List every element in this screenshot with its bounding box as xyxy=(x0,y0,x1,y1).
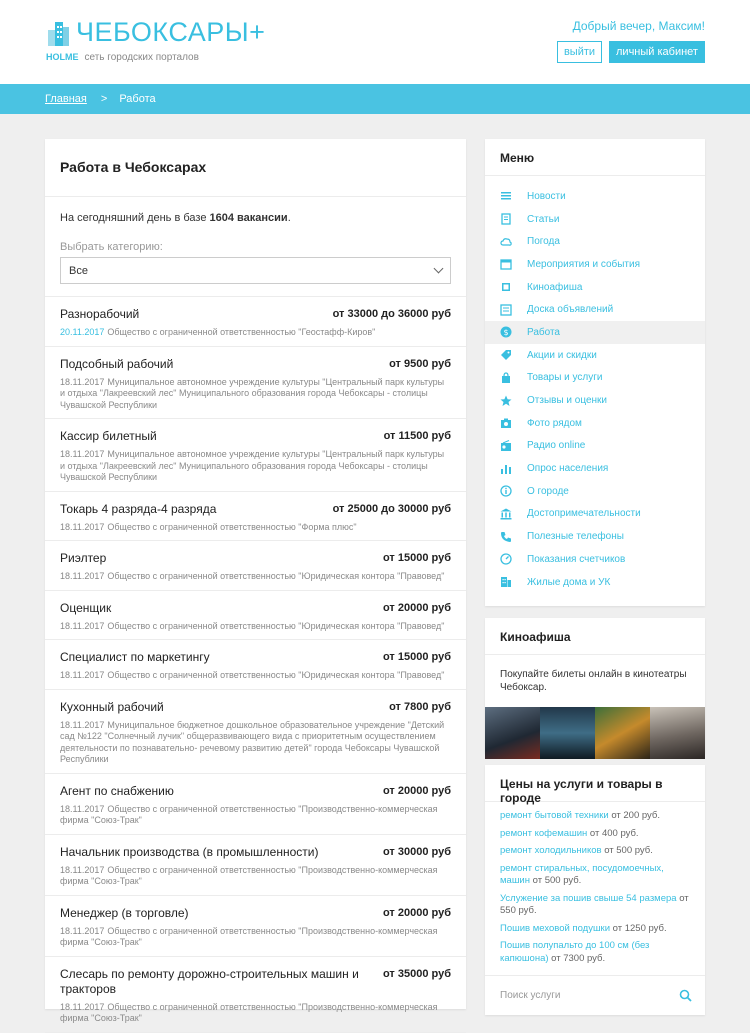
sidebar-item-label: Отзывы и оценки xyxy=(527,395,607,407)
sidebar-item-label: Достопримечательности xyxy=(527,508,641,520)
job-date: 20.11.2017 xyxy=(60,327,105,337)
job-employer: Муниципальное автономное учреждение культуры "Центральный парк культуры и отдыха "Лакреевский лес" Муниципального образования города Чебоксары - столицы Чувашской Республики xyxy=(60,449,445,482)
job-listing[interactable] xyxy=(45,419,466,492)
svg-text:$: $ xyxy=(503,328,509,338)
job-meta xyxy=(60,377,451,412)
sidebar-item-phone[interactable] xyxy=(485,525,705,548)
phone-icon xyxy=(499,530,513,544)
movie-poster[interactable] xyxy=(650,707,705,759)
job-date: 18.11.2017 xyxy=(60,521,105,532)
job-date: 18.11.2017 xyxy=(60,620,105,631)
category-select-value: Все xyxy=(69,264,88,277)
sidebar-item-label: Погода xyxy=(527,236,560,248)
sidebar-item-label: Работа xyxy=(527,326,560,338)
job-meta xyxy=(60,621,451,633)
sidebar-item-info[interactable] xyxy=(485,480,705,503)
price-service-link[interactable]: ремонт холодильников xyxy=(500,845,602,856)
job-employer: Муниципальное бюджетное дошкольное образовательное учреждение "Детский сад №122 "Солнечный лучик" общеразвивающего вида с приоритетным осуществлением деятельности по познавательно- речевому развитию детей" города Чебоксары Чувашской Республики xyxy=(60,719,445,764)
job-title[interactable]: Менеджер (в торговле) xyxy=(60,905,189,920)
sidebar-item-radio[interactable] xyxy=(485,435,705,458)
job-date: 18.11.2017 xyxy=(60,449,105,459)
user-greeting: Добрый вечер, Максим! xyxy=(572,19,705,33)
job-salary: от 7800 руб xyxy=(389,700,451,713)
job-list xyxy=(45,296,466,1033)
sidebar-item-tag[interactable] xyxy=(485,344,705,367)
price-item xyxy=(500,845,690,858)
price-item xyxy=(500,863,690,888)
landmark-icon xyxy=(499,507,513,521)
job-listing[interactable] xyxy=(45,297,466,347)
job-meta xyxy=(60,926,451,949)
job-listing[interactable] xyxy=(45,835,466,896)
menu-panel xyxy=(485,139,705,606)
meter-icon xyxy=(499,552,513,566)
job-meta xyxy=(60,804,451,827)
job-meta xyxy=(60,571,451,583)
job-salary: от 15000 руб xyxy=(382,552,451,564)
job-meta xyxy=(60,865,451,888)
job-date: 18.11.2017 xyxy=(60,1001,105,1012)
job-meta xyxy=(60,327,451,339)
film-icon xyxy=(499,280,513,294)
job-listing[interactable] xyxy=(45,640,466,690)
job-employer: Общество с ограниченной ответственностью "Юридическая контора "Правовед" xyxy=(107,670,445,680)
service-search-placeholder: Поиск услуги xyxy=(500,990,561,1001)
sidebar-item-poll[interactable] xyxy=(485,457,705,480)
intro-prefix: На сегодняшний день в базе xyxy=(60,212,210,224)
price-value: от 7300 руб. xyxy=(551,952,606,964)
job-meta xyxy=(60,720,451,766)
sidebar-item-label: Доска объявлений xyxy=(527,304,614,316)
sidebar-item-label: Мероприятия и события xyxy=(527,258,640,270)
job-salary: от 30000 руб xyxy=(382,845,451,858)
job-listing[interactable] xyxy=(45,591,466,641)
building-icon xyxy=(499,575,513,589)
price-item xyxy=(500,893,690,918)
job-employer: Общество с ограниченной ответственностью "Производственно-коммерческая фирма "Союз-Трак" xyxy=(60,925,438,947)
price-list xyxy=(485,802,705,965)
sidebar-item-label: Товары и услуги xyxy=(527,372,603,384)
price-item xyxy=(500,828,690,841)
bag-icon xyxy=(499,371,513,385)
kino-text: Покупайте билеты онлайн в кинотеатры Чебоксар. xyxy=(500,669,687,693)
page-title: Работа в Чебоксарах xyxy=(45,139,466,197)
kino-panel xyxy=(485,618,705,753)
job-meta xyxy=(60,522,451,534)
job-employer: Общество с ограниченной ответственностью "Юридическая контора "Правовед" xyxy=(107,620,445,631)
price-value: от 400 руб. xyxy=(589,827,639,839)
price-service-link[interactable]: Услужение за пошив свыше 54 размера xyxy=(500,892,677,904)
job-title[interactable]: Агент по снабжению xyxy=(60,783,174,798)
job-salary: от 11500 руб xyxy=(383,430,451,442)
info-icon xyxy=(499,484,513,498)
tag-icon xyxy=(499,348,513,362)
job-date: 18.11.2017 xyxy=(60,925,105,936)
price-value: от 500 руб. xyxy=(604,845,653,856)
price-service-link[interactable]: ремонт бытовой техники xyxy=(500,810,609,821)
dollar-icon xyxy=(499,325,513,339)
job-salary: от 15000 руб xyxy=(382,651,451,663)
jobs-panel xyxy=(45,139,466,1023)
job-date: 18.11.2017 xyxy=(60,376,105,387)
job-title[interactable]: Начальник производства (в промышленности) xyxy=(60,844,319,859)
job-meta xyxy=(60,670,451,682)
poll-icon xyxy=(499,462,513,476)
job-listing[interactable] xyxy=(45,774,466,835)
movie-poster[interactable] xyxy=(595,707,650,759)
sidebar-item-film[interactable] xyxy=(485,276,705,299)
vacancy-count-text xyxy=(45,197,466,233)
breadcrumb-home-link[interactable]: Главная xyxy=(45,93,87,105)
job-date: 18.11.2017 xyxy=(60,571,105,581)
city-logo-icon xyxy=(46,18,72,48)
job-salary: от 20000 руб xyxy=(382,601,451,614)
job-listing[interactable] xyxy=(45,690,466,774)
job-date: 18.11.2017 xyxy=(60,670,105,680)
price-service-link[interactable]: Пошив меховой подушки xyxy=(500,922,611,934)
menu-title: Меню xyxy=(485,139,705,176)
article-icon xyxy=(499,212,513,226)
job-employer: Общество с ограниченной ответственностью "Юридическая контора "Правовед" xyxy=(107,571,445,581)
job-employer: Общество с ограниченной ответственностью "Форма плюс" xyxy=(107,521,357,532)
intro-suffix: . xyxy=(287,212,291,224)
sidebar-item-label: Опрос населения xyxy=(527,463,609,475)
sidebar-menu xyxy=(485,176,705,593)
movie-poster[interactable] xyxy=(540,707,595,759)
sidebar-item-building[interactable] xyxy=(485,571,705,594)
sidebar-item-star[interactable] xyxy=(485,389,705,412)
board-icon xyxy=(499,303,513,317)
job-listing[interactable] xyxy=(45,492,466,542)
category-select[interactable] xyxy=(60,257,451,284)
service-search-input[interactable] xyxy=(485,975,705,1015)
price-item xyxy=(500,810,690,823)
calendar-icon xyxy=(499,257,513,271)
price-item xyxy=(500,940,690,965)
sidebar-item-label: Акции и скидки xyxy=(527,349,597,361)
job-title[interactable]: Кассир билетный xyxy=(60,429,157,443)
sidebar-item-label: Жилые дома и УК xyxy=(527,576,611,588)
breadcrumb-separator: > xyxy=(100,93,108,105)
job-title[interactable]: Подсобный рабочий xyxy=(60,356,174,371)
sidebar-item-calendar[interactable] xyxy=(485,253,705,276)
job-title[interactable]: Разнорабочий xyxy=(60,307,140,321)
job-title[interactable]: Оценщик xyxy=(60,600,112,615)
job-date: 18.11.2017 xyxy=(60,864,105,875)
job-listing[interactable] xyxy=(45,347,466,420)
job-employer: Общество с ограниченной ответственностью "Производственно-коммерческая фирма "Союз-Трак" xyxy=(60,803,438,825)
sidebar-item-meter[interactable] xyxy=(485,548,705,571)
sidebar-item-label: Полезные телефоны xyxy=(527,531,624,543)
logo-tagline-text: сеть городских порталов xyxy=(84,52,199,63)
job-listing[interactable] xyxy=(45,541,466,591)
prices-panel xyxy=(485,765,705,1015)
price-service-link[interactable]: Пошив полупальто до 100 см (без капюшона) xyxy=(500,940,650,964)
job-employer: Общество с ограниченной ответственностью "Производственно-коммерческая фирма "Союз-Трак" xyxy=(60,864,438,886)
job-salary: от 33000 до 36000 руб xyxy=(332,308,451,320)
sidebar-item-label: Киноафиша xyxy=(527,281,583,293)
price-value: от 500 руб. xyxy=(532,875,582,886)
job-title[interactable]: Риэлтер xyxy=(60,551,107,565)
sidebar-item-label: Радио online xyxy=(527,440,586,452)
sidebar-item-weather[interactable] xyxy=(485,230,705,253)
job-salary: от 25000 до 30000 руб xyxy=(332,502,451,515)
news-icon xyxy=(499,189,513,203)
site-logo[interactable] xyxy=(46,18,265,48)
movie-poster[interactable] xyxy=(485,707,540,759)
sidebar-item-landmark[interactable] xyxy=(485,503,705,526)
job-employer: Муниципальное автономное учреждение культуры "Центральный парк культуры и отдыха "Лакреевский лес" Муниципального образования города Чебоксары - столицы Чувашской Республики xyxy=(60,376,445,410)
logo-tagline xyxy=(46,52,199,63)
personal-cabinet-button[interactable]: личный кабинет xyxy=(609,41,705,63)
sidebar-item-dollar[interactable] xyxy=(485,321,705,344)
star-icon xyxy=(499,394,513,408)
job-listing[interactable] xyxy=(45,957,466,1033)
sidebar-item-label: Статьи xyxy=(527,213,560,225)
chevron-down-icon xyxy=(434,264,444,274)
prices-title: Цены на услуги и товары в городе xyxy=(485,765,705,802)
movie-posters xyxy=(485,707,705,759)
breadcrumb-current: Работа xyxy=(119,93,156,105)
job-salary: от 9500 руб xyxy=(389,357,451,370)
breadcrumb xyxy=(0,84,750,114)
job-employer: Общество с ограниченной ответственностью "Геостафф-Киров" xyxy=(107,327,376,337)
site-header xyxy=(0,0,750,84)
price-item xyxy=(500,923,690,936)
weather-icon xyxy=(499,235,513,249)
job-title[interactable]: Слесарь по ремонту дорожно-строительных машин и тракторов xyxy=(60,966,359,996)
logout-button[interactable]: выйти xyxy=(557,41,602,63)
sidebar-item-label: О городе xyxy=(527,485,569,497)
kino-title: Киноафиша xyxy=(485,618,705,655)
job-title[interactable]: Специалист по маркетингу xyxy=(60,650,210,664)
logo-text: ЧЕБОКСАРЫ+ xyxy=(76,17,266,47)
job-date: 18.11.2017 xyxy=(60,803,105,814)
price-value: от 550 руб. xyxy=(500,892,689,916)
sidebar-item-news[interactable] xyxy=(485,185,705,208)
price-service-link[interactable]: ремонт стиральных, посудомоечных, машин xyxy=(500,862,664,886)
job-title[interactable]: Кухонный рабочий xyxy=(60,699,164,714)
radio-icon xyxy=(499,439,513,453)
sidebar-item-label: Фото рядом xyxy=(527,417,582,429)
category-label: Выбрать категорию: xyxy=(60,241,163,253)
job-meta xyxy=(60,1002,451,1025)
price-value: от 1250 руб. xyxy=(612,922,667,934)
sidebar-item-label: Показания счетчиков xyxy=(527,553,626,565)
camera-icon xyxy=(499,416,513,430)
sidebar-item-board[interactable] xyxy=(485,298,705,321)
sidebar-item-bag[interactable] xyxy=(485,367,705,390)
search-icon[interactable] xyxy=(679,989,692,1002)
job-employer: Общество с ограниченной ответственностью "Производственно-коммерческая фирма "Союз-Трак" xyxy=(60,1001,438,1023)
job-salary: от 20000 руб xyxy=(382,906,451,919)
logo-brand: HOLME xyxy=(46,52,79,62)
price-service-link[interactable]: ремонт кофемашин xyxy=(500,827,588,839)
price-value: от 200 руб. xyxy=(611,810,660,821)
job-salary: от 35000 руб xyxy=(382,967,451,980)
job-listing[interactable] xyxy=(45,896,466,957)
sidebar-item-article[interactable] xyxy=(485,208,705,231)
sidebar-item-camera[interactable] xyxy=(485,412,705,435)
vacancy-count: 1604 вакансии xyxy=(209,212,288,224)
job-salary: от 20000 руб xyxy=(382,784,451,797)
sidebar-item-label: Новости xyxy=(527,190,566,202)
job-title[interactable]: Токарь 4 разряда-4 разряда xyxy=(60,501,217,516)
job-meta xyxy=(60,449,451,484)
job-date: 18.11.2017 xyxy=(60,719,105,730)
